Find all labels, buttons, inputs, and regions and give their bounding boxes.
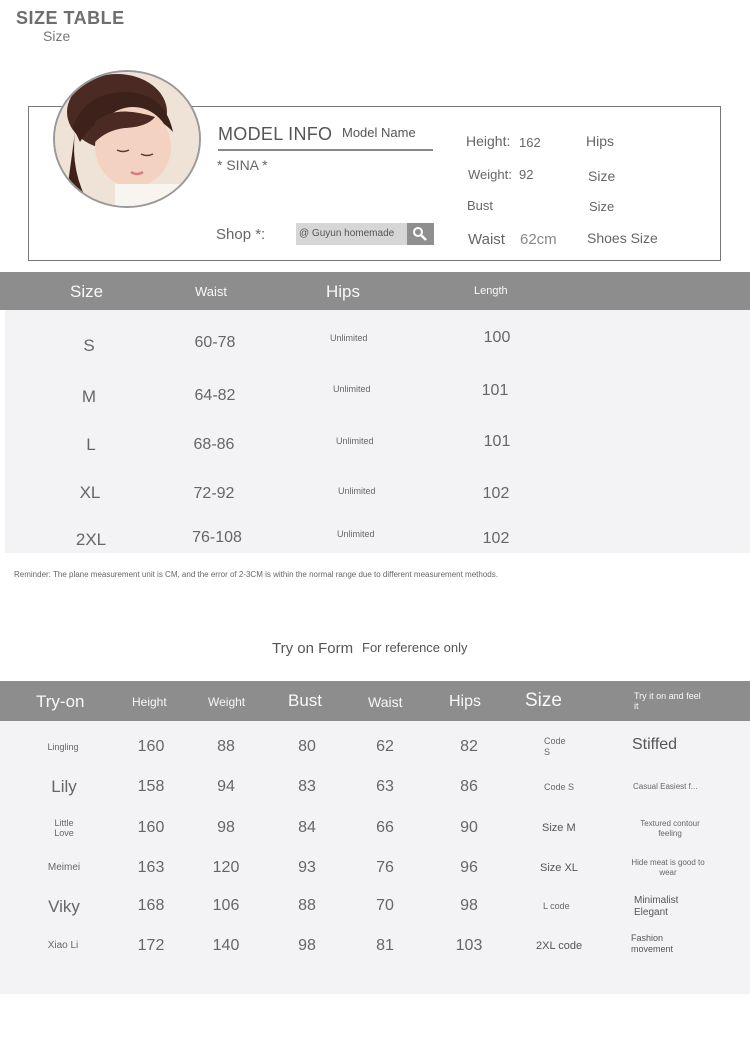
waist-label: Waist <box>468 231 505 248</box>
weight-label: Weight: <box>468 167 512 182</box>
tryon-title-note: For reference only <box>362 640 468 655</box>
size-cell: S <box>83 336 95 355</box>
size-cell: Size M <box>542 822 576 834</box>
bust-cell: 88 <box>298 897 316 914</box>
shoes-size-label: Shoes Size <box>587 230 658 246</box>
tryon-name: Little Love <box>54 818 74 838</box>
hips-cell: 82 <box>460 738 478 755</box>
hips-header: Hips <box>449 693 482 710</box>
bust-cell: 84 <box>298 819 316 836</box>
measurement-reminder: Reminder: The plane measurement unit is CM, and the error of 2-3CM is within the normal range due to different measurement methods. <box>14 570 498 579</box>
tryon-title: Try on Form <box>272 640 354 657</box>
model-info-heading: MODEL INFO <box>218 124 333 144</box>
feel-cell: Minimalist Elegant <box>634 895 679 918</box>
hips-cell: 96 <box>460 859 478 876</box>
search-icon <box>407 223 434 245</box>
height-cell: 172 <box>137 937 165 954</box>
size-table-body <box>5 310 750 553</box>
height-cell: 168 <box>137 897 165 914</box>
weight-cell: 106 <box>212 897 240 914</box>
length-cell: 102 <box>482 485 510 502</box>
feel-cell: Casual Easiest f... <box>633 782 698 791</box>
weight-cell: 88 <box>217 738 235 755</box>
hips-cell: Unlimited <box>337 529 375 539</box>
size-cell: Size XL <box>540 862 578 874</box>
size-header: Size <box>525 690 562 711</box>
weight-cell: 94 <box>217 778 235 795</box>
waist-cell: 63 <box>376 778 394 795</box>
bust-label: Bust <box>467 198 494 213</box>
height-cell: 160 <box>137 819 165 836</box>
weight-cell: 140 <box>212 937 240 954</box>
length-header: Length <box>474 285 508 297</box>
height-cell: 160 <box>137 738 165 755</box>
waist-header: Waist <box>195 284 228 299</box>
hips-cell: Unlimited <box>336 436 374 446</box>
size-cell: 2XL <box>75 530 107 549</box>
tryon-name: Meimei <box>47 862 81 873</box>
model-avatar <box>53 70 201 208</box>
length-cell: 100 <box>483 329 511 346</box>
waist-cell: 60-78 <box>194 334 236 351</box>
tryon-header: Try-on <box>36 692 85 711</box>
height-cell: 163 <box>137 859 165 876</box>
waist-cell: 62 <box>376 738 394 755</box>
waist-value: 62cm <box>520 231 557 248</box>
bust-cell: 83 <box>298 778 316 795</box>
size-cell: Code S <box>544 782 575 792</box>
waist-cell: 72-92 <box>193 485 235 502</box>
tryon-name: Xiao Li <box>47 940 79 951</box>
weight-cell: 120 <box>212 859 240 876</box>
height-value: 162 <box>519 135 541 150</box>
page-title: SIZE TABLE <box>16 8 125 28</box>
shop-label: Shop *: <box>216 226 266 243</box>
height-cell: 158 <box>137 778 165 795</box>
size-cell: L <box>86 435 96 454</box>
feel-header: Try it on and feel it <box>634 691 701 711</box>
length-cell: 102 <box>482 530 510 547</box>
size-table-header <box>0 272 750 310</box>
hips-cell: Unlimited <box>330 333 368 343</box>
size-cell: XL <box>79 483 101 502</box>
weight-value: 92 <box>519 167 534 182</box>
hips-cell: 98 <box>460 897 478 914</box>
shop-search-input[interactable]: @ Guyun homemade <box>296 223 407 245</box>
tryon-name: Viky <box>48 897 80 916</box>
size-cell: Code S <box>544 736 566 757</box>
hips-cell: Unlimited <box>333 384 371 394</box>
feel-cell: Textured contour feeling <box>640 819 700 838</box>
waist-cell: 66 <box>376 819 394 836</box>
tryon-name: Lily <box>51 777 77 796</box>
waist-cell: 68-86 <box>193 436 235 453</box>
bust-cell: 98 <box>298 937 316 954</box>
waist-header: Waist <box>368 694 403 710</box>
tryon-name: Lingling <box>47 742 79 752</box>
search-button[interactable] <box>407 223 434 245</box>
height-header: Height <box>132 695 167 709</box>
weight-header: Weight <box>208 695 246 709</box>
model-name: * SINA * <box>217 157 268 173</box>
waist-cell: 70 <box>376 897 394 914</box>
bust-cell: 80 <box>298 738 316 755</box>
divider <box>218 149 433 151</box>
hips-cell: 86 <box>460 778 478 795</box>
bust-cell: 93 <box>298 859 316 876</box>
waist-cell: 76 <box>376 859 394 876</box>
hips-cell: Unlimited <box>338 486 376 496</box>
size-cell: 2XL code <box>536 940 583 952</box>
feel-cell: Hide meat is good to wear <box>631 858 705 877</box>
size-cell: M <box>81 387 97 406</box>
hips-cell: 90 <box>460 819 478 836</box>
waist-cell: 81 <box>376 937 394 954</box>
model-name-label: Model Name <box>342 125 416 140</box>
hips-cell: 103 <box>455 937 483 954</box>
waist-cell: 64-82 <box>194 387 236 404</box>
hips-header: Hips <box>326 282 361 301</box>
bust-header: Bust <box>288 691 323 710</box>
size-label: Size <box>588 168 616 184</box>
length-cell: 101 <box>483 433 511 450</box>
size-cell: L code <box>543 901 570 911</box>
page-subtitle: Size <box>43 28 71 44</box>
height-label: Height: <box>466 133 511 149</box>
length-cell: 101 <box>481 382 509 399</box>
hips-label: Hips <box>586 133 615 149</box>
feel-cell: Stiffed <box>632 736 678 753</box>
size-label-secondary: Size <box>589 199 615 214</box>
feel-cell: Fashion movement <box>631 933 674 954</box>
size-header: Size <box>70 282 104 301</box>
waist-cell: 76-108 <box>192 529 242 546</box>
weight-cell: 98 <box>217 819 235 836</box>
